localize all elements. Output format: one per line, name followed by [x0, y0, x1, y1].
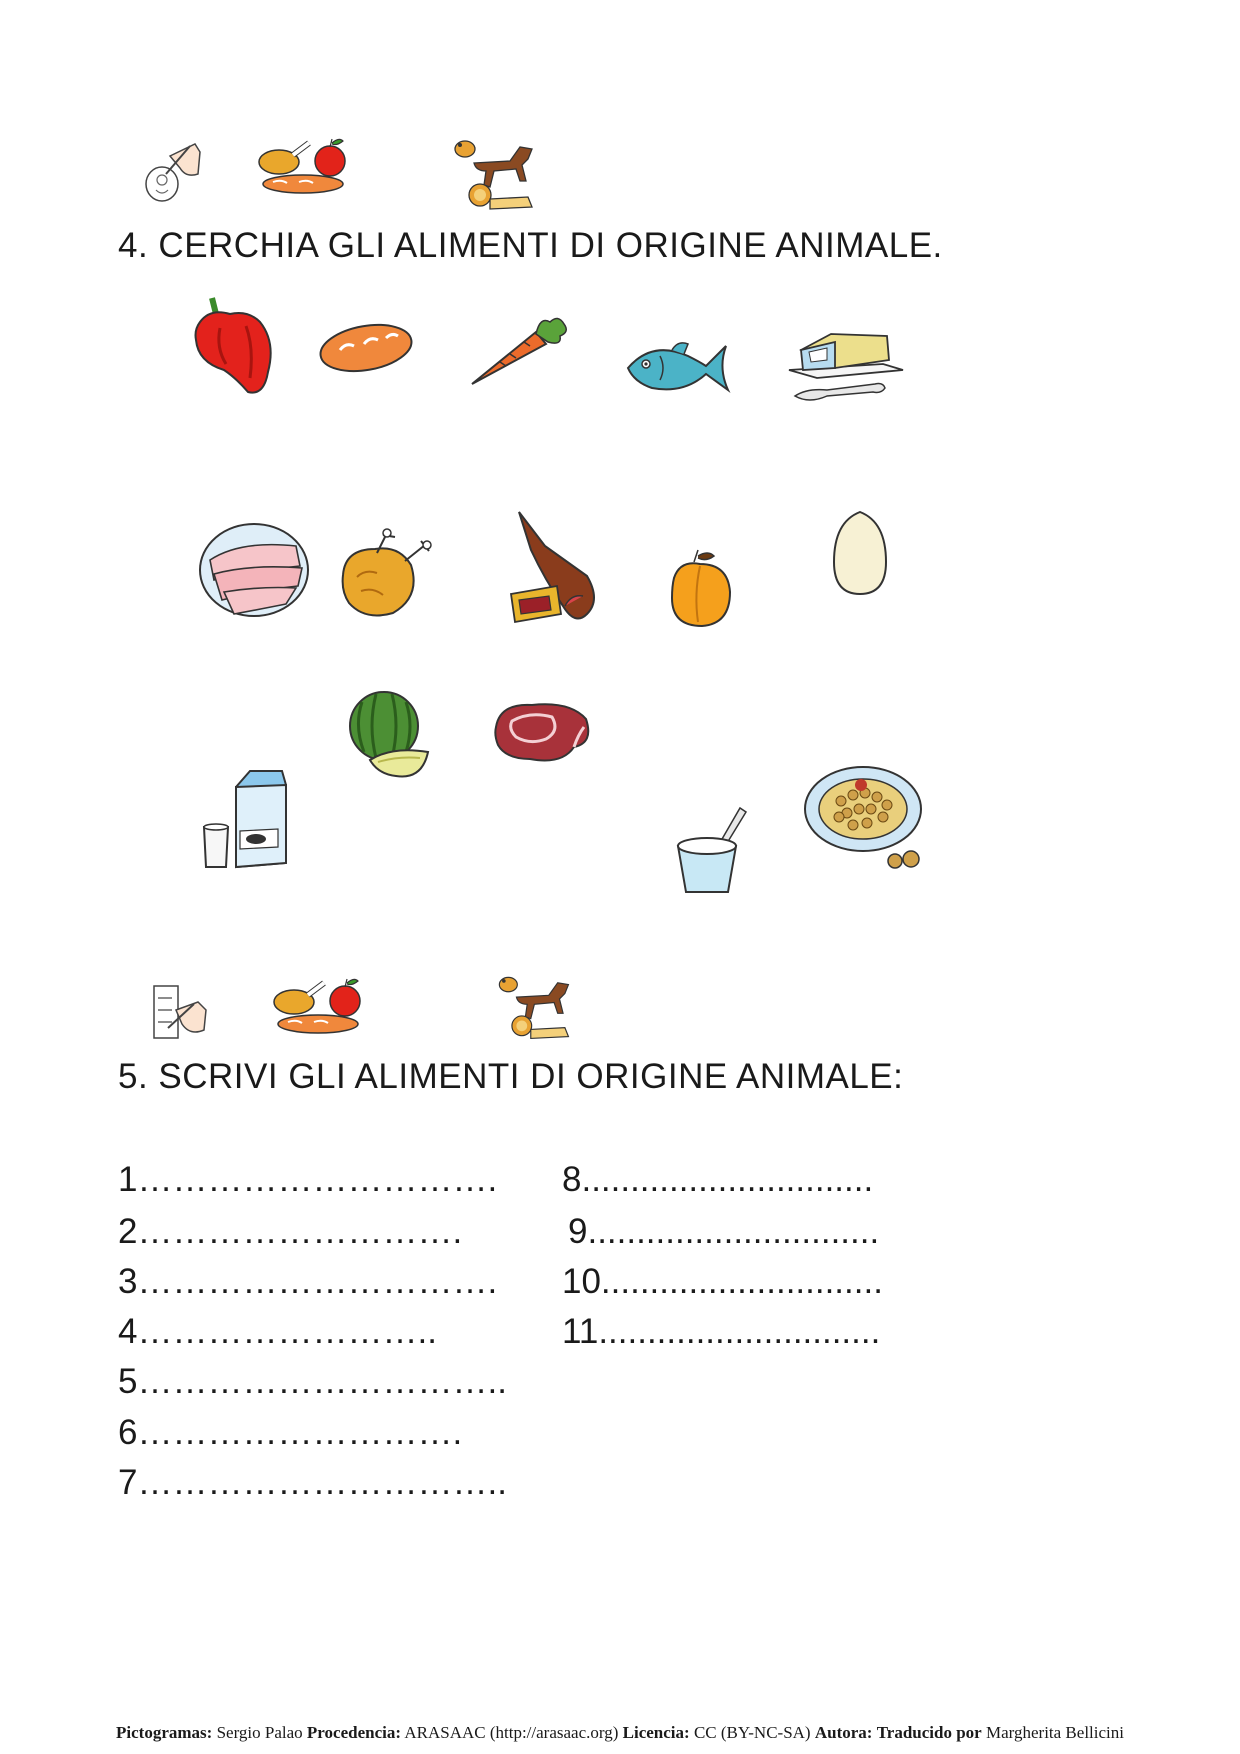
cured-ham-icon[interactable] — [505, 510, 607, 630]
procedencia-label: Procedencia: — [306, 1723, 402, 1742]
writing-hand-icon — [140, 138, 205, 203]
egg-icon[interactable] — [830, 508, 890, 598]
food-icon — [268, 975, 368, 1037]
steak-icon[interactable] — [490, 697, 594, 767]
answer-line-10[interactable]: 10............................. — [562, 1262, 883, 1301]
traducido-label: Traducido por — [876, 1723, 982, 1742]
chickpeas-icon[interactable] — [803, 763, 933, 873]
carrot-icon[interactable] — [470, 312, 570, 388]
answer-line-11[interactable]: 11............................. — [562, 1312, 881, 1351]
credits-footer — [0, 1723, 1240, 1743]
milk-icon[interactable] — [200, 767, 292, 873]
animals-icon — [450, 135, 545, 213]
ham-slices-icon[interactable] — [200, 520, 312, 620]
traducido-value: Margherita Bellicini — [985, 1723, 1124, 1742]
yogurt-icon[interactable] — [670, 806, 750, 894]
roast-chicken-icon[interactable] — [337, 527, 435, 619]
autora-label: Autora: — [814, 1723, 873, 1742]
answer-line-6[interactable]: 6………………………. — [118, 1413, 463, 1452]
answer-line-8[interactable]: 8.............................. — [562, 1160, 874, 1199]
procedencia-value: ARASAAC (http://arasaac.org) — [404, 1723, 619, 1742]
pictogramas-value: Sergio Palao — [216, 1723, 303, 1742]
fish-icon[interactable] — [622, 336, 732, 398]
answer-line-3[interactable]: 3…………………………. — [118, 1262, 498, 1301]
butter-icon[interactable] — [787, 330, 909, 408]
licencia-label: Licencia: — [622, 1723, 690, 1742]
answer-line-4[interactable]: 4…………………….. — [118, 1312, 437, 1351]
melon-icon[interactable] — [348, 690, 432, 780]
pictogramas-label: Pictogramas: — [116, 1723, 213, 1742]
answer-line-5[interactable]: 5………………………….. — [118, 1362, 507, 1401]
answer-line-1[interactable]: 1…………………………. — [118, 1160, 498, 1199]
answer-line-2[interactable]: 2………………………. — [118, 1212, 463, 1251]
apricot-icon[interactable] — [666, 548, 736, 630]
answer-line-7[interactable]: 7………………………….. — [118, 1463, 507, 1502]
red-pepper-icon[interactable] — [190, 292, 285, 402]
animals-icon — [490, 972, 585, 1042]
licencia-value: CC (BY-NC-SA) — [693, 1723, 811, 1742]
food-icon — [253, 135, 353, 197]
bread-icon[interactable] — [318, 320, 414, 376]
answer-line-9[interactable]: 9.............................. — [568, 1212, 880, 1251]
writing-list-icon — [150, 980, 208, 1042]
exercise-4-title: 4. CERCHIA GLI ALIMENTI DI ORIGINE ANIMALE. — [118, 226, 943, 265]
exercise-5-title: 5. SCRIVI GLI ALIMENTI DI ORIGINE ANIMALE: — [118, 1057, 904, 1096]
